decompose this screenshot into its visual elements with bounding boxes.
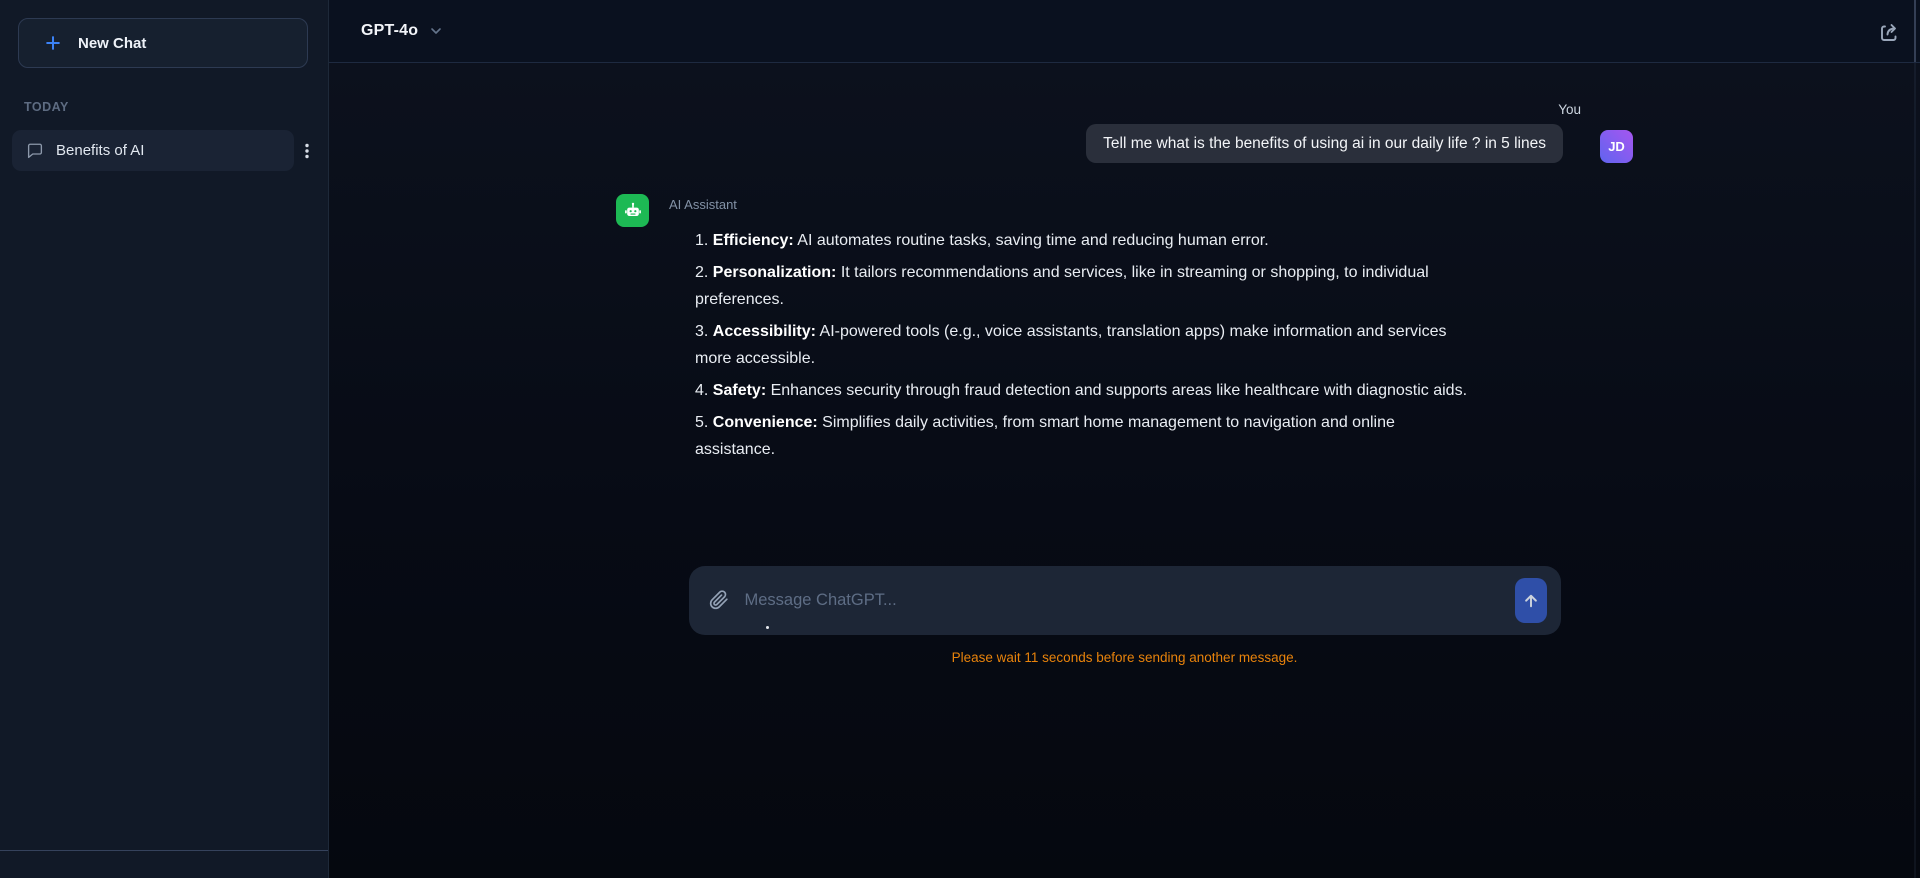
assistant-name-label: AI Assistant [669, 197, 737, 212]
answer-point [695, 409, 1467, 463]
paperclip-icon [709, 590, 729, 610]
point-title: Efficiency: [712, 232, 794, 249]
rate-limit-warning: Please wait 11 seconds before sending another message. [951, 650, 1298, 665]
point-title: Accessibility: [712, 323, 816, 340]
point-text: AI-powered tools (e.g., voice assistants, translation apps) make information and services more accessible. [695, 323, 1447, 367]
user-name-label: You [1558, 102, 1581, 117]
message-input[interactable] [745, 566, 1385, 635]
chat-item-title: Benefits of AI [56, 142, 145, 159]
sidebar-footer [0, 850, 328, 878]
chevron-down-icon [428, 23, 444, 39]
new-chat-label: New Chat [78, 34, 147, 52]
sidebar [0, 0, 329, 878]
point-text: Enhances security through fraud detection and supports areas like healthcare with diagnostic aids. [766, 382, 1468, 399]
plus-icon [43, 33, 63, 53]
chat-column [616, 102, 1633, 665]
model-label: GPT-4o [361, 22, 419, 39]
assistant-answer-list [695, 227, 1467, 463]
point-number: 4. [695, 382, 713, 399]
scrollbar-edge[interactable] [1914, 0, 1916, 62]
sidebar-section-today: TODAY [24, 100, 69, 114]
topbar [329, 0, 1920, 63]
point-title: Personalization: [712, 264, 837, 281]
point-title: Safety: [712, 382, 767, 399]
point-text: It tailors recommendations and services, like in streaming or shopping, to individual preferences. [695, 264, 1429, 308]
chat-bubble-icon [26, 142, 44, 160]
assistant-message-block [616, 194, 1633, 468]
answer-point [695, 318, 1467, 372]
user-message-row [1086, 124, 1633, 163]
point-number: 2. [695, 264, 713, 281]
model-selector-dropdown[interactable] [361, 22, 444, 40]
point-number: 1. [695, 232, 713, 249]
share-chat-button[interactable] [1878, 19, 1904, 45]
answer-point [695, 377, 1467, 404]
text-cursor-dot [766, 626, 769, 629]
user-message-block [616, 102, 1633, 163]
point-text: AI automates routine tasks, saving time and reducing human error. [793, 232, 1269, 249]
chat-content-area [329, 63, 1920, 878]
message-composer [689, 566, 1561, 635]
scrollbar-track [1914, 63, 1916, 878]
chat-history-row [12, 130, 320, 171]
point-number: 3. [695, 323, 713, 340]
robot-icon [616, 194, 649, 227]
point-text: Simplifies daily activities, from smart home management to navigation and online assistance. [695, 414, 1395, 458]
sidebar-item-benefits-of-ai[interactable] [12, 130, 294, 171]
user-avatar: JD [1600, 130, 1633, 163]
chat-options-kebab-icon[interactable] [294, 142, 320, 160]
new-chat-button[interactable] [18, 18, 308, 68]
share-icon [1878, 20, 1904, 44]
point-number: 5. [695, 414, 713, 431]
user-message-bubble: Tell me what is the benefits of using ai in our daily life ? in 5 lines [1086, 124, 1563, 163]
arrow-up-icon [1522, 592, 1540, 610]
answer-point [695, 227, 1467, 254]
attach-file-button[interactable] [709, 590, 729, 610]
send-message-button[interactable] [1515, 578, 1547, 623]
assistant-body [669, 194, 1467, 468]
point-title: Convenience: [712, 414, 818, 431]
main-panel [329, 0, 1920, 878]
answer-point [695, 259, 1467, 313]
